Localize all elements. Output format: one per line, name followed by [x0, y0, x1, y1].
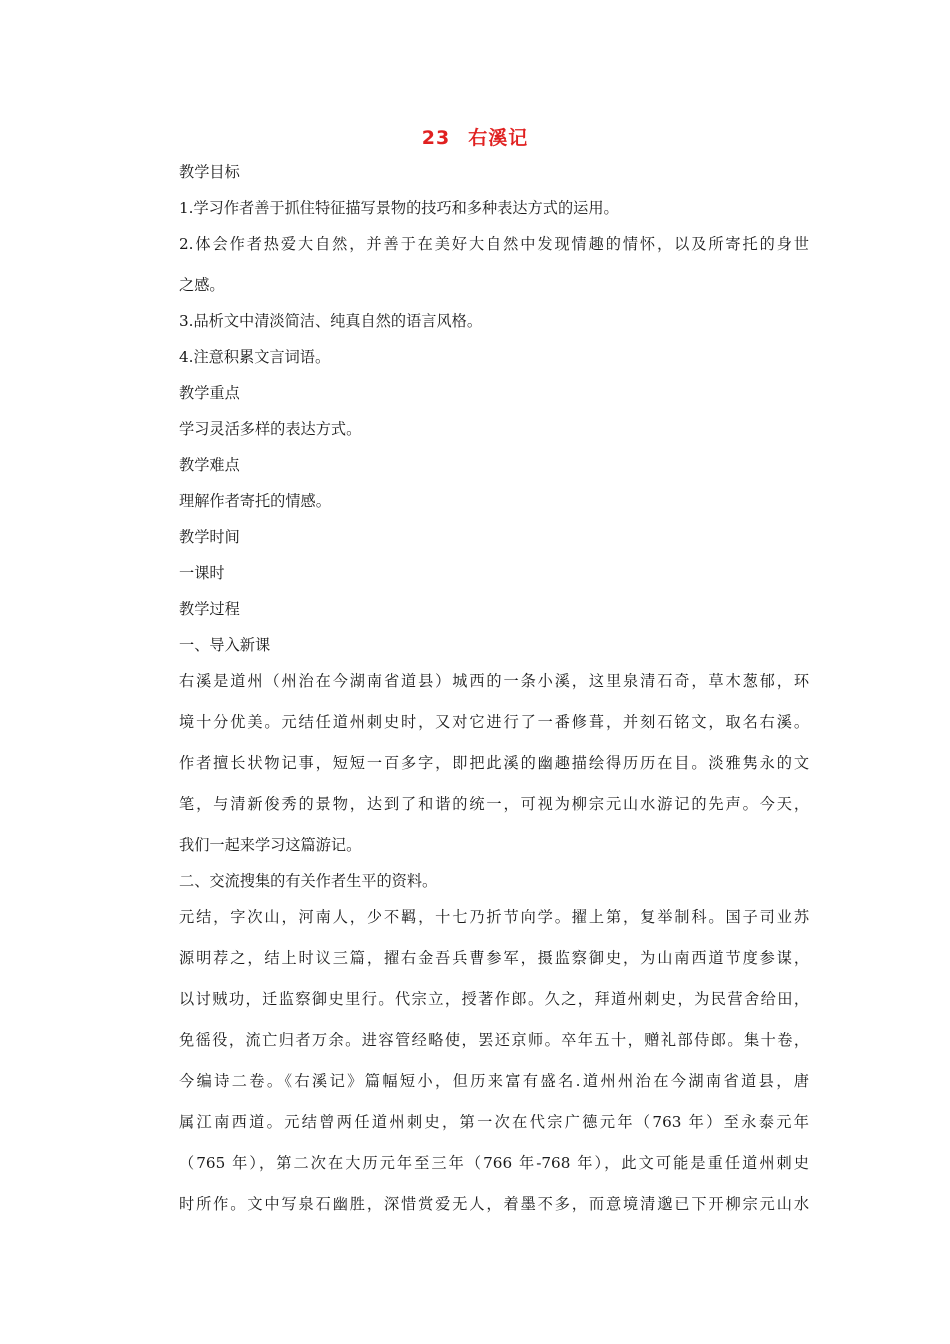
text-line: 一、导入新课: [179, 636, 271, 654]
lesson-number: 23: [421, 127, 451, 149]
text-line: 元结，字次山，河南人，少不羁，十七乃折节向学。擢上第，复举制科。国子司业苏: [179, 908, 809, 926]
text-line: 3.品析文中清淡简洁、纯真自然的语言风格。: [179, 312, 483, 330]
text-line: 今编诗二卷。《右溪记》篇幅短小，但历来富有盛名.道州州治在今湖南省道县，唐: [179, 1072, 809, 1090]
text-line: 时所作。文中写泉石幽胜，深惜赏爱无人，着墨不多，而意境清邈已下开柳宗元山水: [179, 1195, 809, 1213]
text-line: 右溪是道州（州治在今湖南省道县）城西的一条小溪，这里泉清石奇，草木葱郁，环: [179, 672, 809, 690]
lesson-body: [179, 156, 809, 1229]
text-line: （765 年），第二次在大历元年至三年（766 年-768 年），此文可能是重任道州刺史: [179, 1154, 809, 1172]
text-line: 笔，与清新俊秀的景物，达到了和谐的统一，可视为柳宗元山水游记的先声。今天，: [179, 795, 809, 813]
text-line: 我们一起来学习这篇游记。: [179, 836, 362, 854]
text-line: 教学过程: [179, 600, 240, 618]
text-line: 理解作者寄托的情感。: [179, 492, 331, 510]
lesson-title: [0, 124, 950, 152]
text-line: 4.注意积累文言词语。: [179, 348, 331, 366]
text-line: 教学重点: [179, 384, 240, 402]
text-line: 学习灵活多样的表达方式。: [179, 420, 362, 438]
text-line: 作者擅长状物记事，短短一百多字，即把此溪的幽趣描绘得历历在目。淡雅隽永的文: [179, 754, 809, 772]
text-line: 之感。: [179, 276, 225, 294]
text-line: 教学难点: [179, 456, 240, 474]
text-line: 1.学习作者善于抓住特征描写景物的技巧和多种表达方式的运用。: [179, 199, 619, 217]
lesson-name: 右溪记: [468, 127, 529, 149]
text-line: 2.体会作者热爱大自然，并善于在美好大自然中发现情趣的情怀，以及所寄托的身世: [179, 235, 809, 253]
text-line: 源明荐之，结上时议三篇，擢右金吾兵曹参军，摄监察御史，为山南西道节度参谋，: [179, 949, 809, 967]
text-line: 境十分优美。元结任道州刺史时，又对它进行了一番修葺，并刻石铭文，取名右溪。: [179, 713, 809, 731]
text-line: 免徭役，流亡归者万余。进容管经略使，罢还京师。卒年五十，赠礼部侍郎。集十卷，: [179, 1031, 809, 1049]
text-line: 以讨贼功，迁监察御史里行。代宗立，授著作郎。久之，拜道州刺史，为民营舍给田，: [179, 990, 809, 1008]
text-line: 属江南西道。元结曾两任道州刺史，第一次在代宗广德元年（763 年）至永泰元年: [179, 1113, 809, 1131]
text-line: 教学时间: [179, 528, 240, 546]
text-line: 二、交流搜集的有关作者生平的资料。: [179, 872, 438, 890]
text-line: 一课时: [179, 564, 225, 582]
text-line: 教学目标: [179, 163, 240, 181]
